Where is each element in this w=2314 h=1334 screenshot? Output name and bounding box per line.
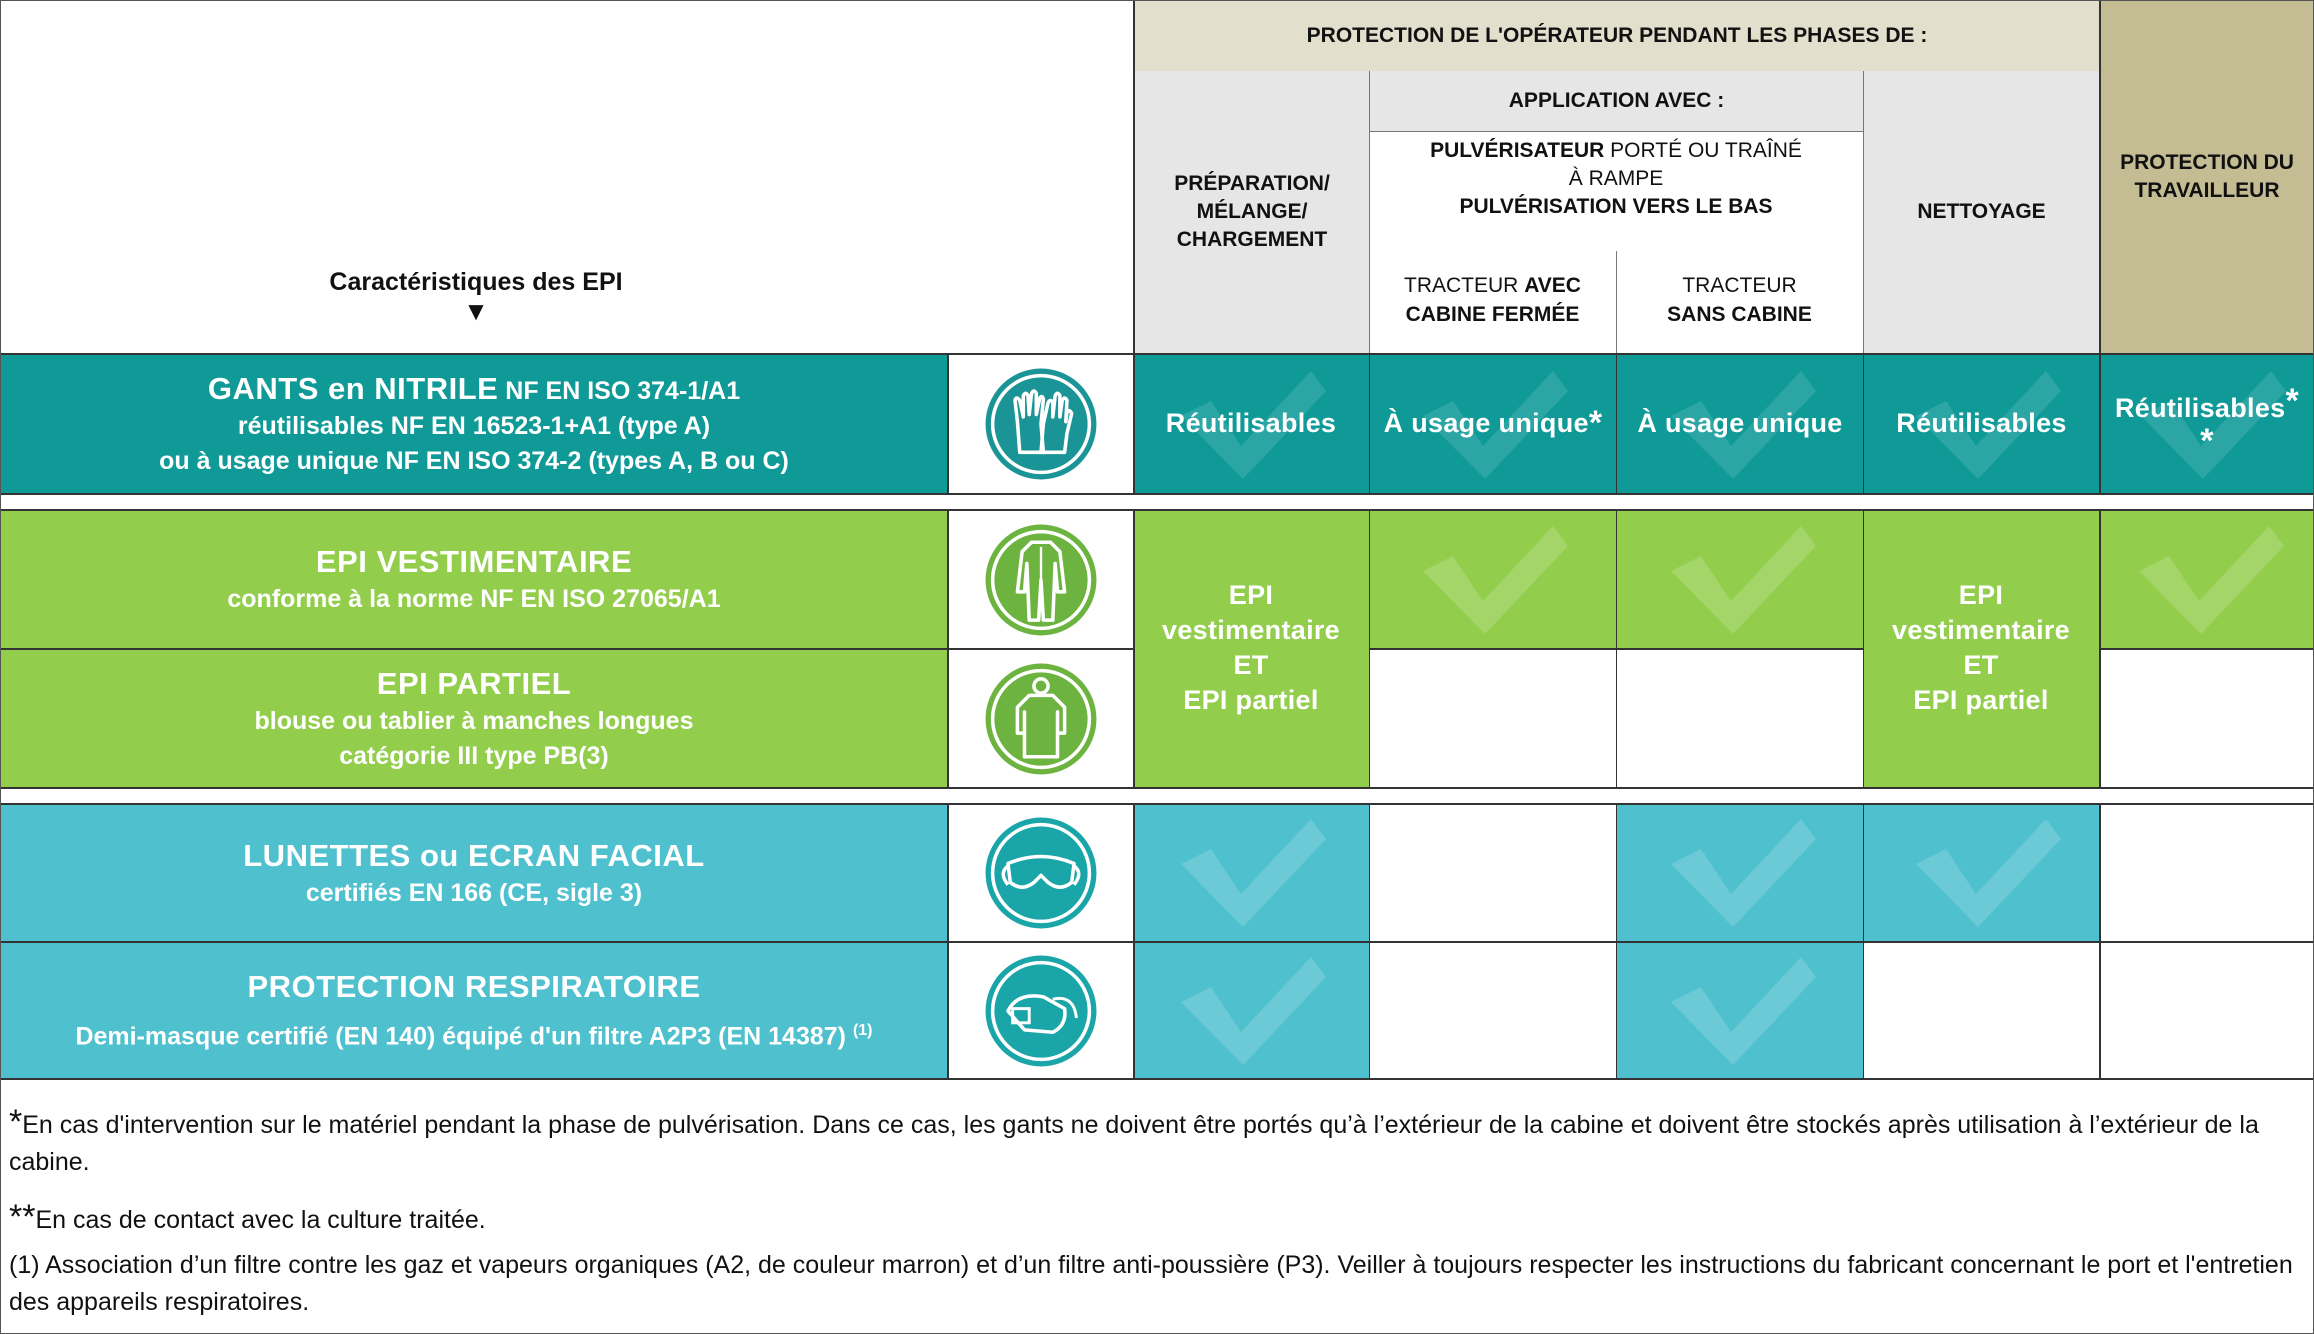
pulverisateur-bold: PULVÉRISATEUR bbox=[1430, 139, 1605, 162]
gants-preparation-text: Réutilisables bbox=[1165, 407, 1337, 438]
merged-epi-n3: ET bbox=[1963, 650, 1999, 680]
caracteristiques-text: Caractéristiques des EPI bbox=[329, 268, 623, 296]
gants-tracteur-sans-text: À usage unique bbox=[1637, 407, 1843, 438]
footnote-1-mark: * bbox=[9, 1103, 23, 1141]
footnote-3-text: (1) Association d’un filtre contre les gaz et vapeurs organiques (A2, de couleur marron) et d’un filtre anti-poussière (P3). Veiller à toujours respecter les instructions du fabricant concernant le port et l'entretien des appareils respiratoires. bbox=[9, 1251, 2293, 1316]
coverall-icon bbox=[982, 521, 1100, 639]
merged-epi-n1: EPI bbox=[1958, 580, 2004, 610]
footnote-2-text: En cas de contact avec la culture traitée. bbox=[35, 1206, 486, 1234]
separator-1 bbox=[1, 493, 2313, 509]
tracteur-avec-header bbox=[1369, 271, 1616, 329]
application-avec-text: APPLICATION AVEC : bbox=[1508, 89, 1725, 112]
check-icon bbox=[1906, 809, 2066, 934]
nettoyage-text: NETTOYAGE bbox=[1917, 200, 2046, 223]
gants-tracteur-avec-cell bbox=[1369, 353, 1616, 493]
gloves-icon-cell bbox=[947, 353, 1133, 493]
respiratoire-tracteur-avec bbox=[1369, 941, 1616, 1078]
tracteur-sans-2: SANS CABINE bbox=[1667, 303, 1812, 326]
check-icon bbox=[1171, 809, 1331, 934]
goggles-icon bbox=[982, 814, 1100, 932]
lunettes-title: LUNETTES ou ECRAN FACIAL bbox=[243, 837, 705, 873]
protection-travailleur-header bbox=[2099, 1, 2313, 353]
gloves-icon bbox=[982, 365, 1100, 483]
check-icon bbox=[1171, 947, 1331, 1072]
partiel-travailleur bbox=[2099, 648, 2313, 787]
lunettes-tracteur-avec bbox=[1369, 803, 1616, 941]
gants-travailleur-text: Réutilisables bbox=[2114, 392, 2286, 423]
vest-nettoyage-text bbox=[1863, 509, 2099, 787]
respirator-icon bbox=[982, 952, 1100, 1070]
respiratoire-line2: Demi-masque certifié (EN 140) équipé d'un filtre A2P3 (EN 14387) bbox=[75, 1022, 853, 1051]
gants-nettoyage-cell bbox=[1863, 353, 2099, 493]
vestimentaire-title: EPI VESTIMENTAIRE bbox=[315, 544, 633, 579]
goggles-icon-cell bbox=[947, 803, 1133, 941]
gants-tracteur-sans-cell bbox=[1616, 353, 1863, 493]
respiratoire-nettoyage bbox=[1863, 941, 2099, 1078]
merged-epi-1: EPI bbox=[1228, 580, 1274, 610]
main-title-text: PROTECTION DE L'OPÉRATEUR PENDANT LES PHASES DE : bbox=[1306, 24, 1928, 47]
partiel-tracteur-sans bbox=[1616, 648, 1863, 787]
tracteur-avec-1: TRACTEUR bbox=[1404, 274, 1525, 297]
down-arrow-icon: ▼ bbox=[463, 296, 489, 326]
gown-icon-cell bbox=[947, 648, 1133, 787]
gants-preparation-cell bbox=[1133, 353, 1369, 493]
respiratoire-travailleur bbox=[2099, 941, 2313, 1078]
gants-travailleur-mark1: * bbox=[2285, 381, 2299, 420]
gants-tracteur-avec-text: À usage unique bbox=[1383, 407, 1589, 438]
vestimentaire-label bbox=[1, 513, 947, 646]
table-bottom-border bbox=[1, 1078, 2313, 1080]
pulverisateur-text bbox=[1369, 137, 1863, 221]
gants-travailleur-mark2: * bbox=[2200, 421, 2214, 460]
main-title bbox=[1133, 1, 2099, 71]
merged-epi-n4: EPI partiel bbox=[1913, 685, 2049, 715]
lunettes-line2: certifiés EN 166 (CE, sigle 3) bbox=[305, 878, 643, 907]
merged-epi-4: EPI partiel bbox=[1183, 685, 1319, 715]
footnote-3 bbox=[9, 1247, 2299, 1321]
respirator-icon-cell bbox=[947, 941, 1133, 1078]
gants-line3: ou à usage unique NF EN ISO 374-2 (types A, B ou C) bbox=[159, 447, 789, 475]
gants-norm: NF EN ISO 374-1/A1 bbox=[498, 377, 741, 405]
gants-line2: réutilisables NF EN 16523-1+A1 (type A) bbox=[237, 412, 711, 440]
partiel-tracteur-avec bbox=[1369, 648, 1616, 787]
partiel-title: EPI PARTIEL bbox=[376, 665, 572, 701]
respiratoire-sup: (1) bbox=[852, 1021, 873, 1039]
check-icon bbox=[1661, 516, 1821, 641]
check-icon bbox=[1413, 516, 1573, 641]
pulverisation-bas: PULVÉRISATION VERS LE BAS bbox=[1459, 195, 1773, 218]
merged-epi-n2: vestimentaire bbox=[1892, 615, 2070, 645]
partiel-label bbox=[1, 652, 947, 785]
gants-travailleur-cell bbox=[2099, 353, 2313, 493]
separator-2 bbox=[1, 787, 2313, 803]
gown-icon bbox=[982, 660, 1100, 778]
check-icon bbox=[2129, 516, 2289, 641]
merged-epi-3: ET bbox=[1233, 650, 1269, 680]
respiratoire-title: PROTECTION RESPIRATOIRE bbox=[247, 968, 701, 1004]
prep-line1: PRÉPARATION/ bbox=[1174, 172, 1330, 195]
merged-epi-2: vestimentaire bbox=[1162, 615, 1340, 645]
lunettes-travailleur bbox=[2099, 803, 2313, 941]
gants-label bbox=[1, 357, 947, 491]
footnote-1 bbox=[9, 1104, 2299, 1181]
nettoyage-header bbox=[1863, 71, 2099, 353]
coverall-icon-cell bbox=[947, 509, 1133, 648]
tracteur-sans-1: TRACTEUR bbox=[1682, 274, 1797, 297]
pulverisateur-rest: PORTÉ OU TRAÎNÉ bbox=[1604, 139, 1802, 162]
footnote-2 bbox=[9, 1199, 2299, 1239]
tracteur-sans-header bbox=[1616, 271, 1863, 329]
check-icon bbox=[1661, 947, 1821, 1072]
prep-line2: MÉLANGE/ bbox=[1196, 200, 1308, 223]
check-icon bbox=[1661, 809, 1821, 934]
preparation-header bbox=[1133, 71, 1369, 353]
gants-title: GANTS en NITRILE bbox=[207, 371, 499, 406]
gants-tracteur-avec-mark: * bbox=[1588, 404, 1603, 442]
footnote-1-text: En cas d'intervention sur le matériel pendant la phase de pulvérisation. Dans ce cas, les gants ne doivent être portés qu’à l’extérieur de la cabine et doivent être stockés après utilisation à l’extérieur de la cabine. bbox=[9, 1111, 2259, 1176]
a-rampe: À RAMPE bbox=[1568, 167, 1664, 190]
respiratoire-label bbox=[1, 945, 947, 1076]
gants-nettoyage-text: Réutilisables bbox=[1896, 407, 2067, 438]
partiel-line2: blouse ou tablier à manches longues bbox=[254, 706, 694, 735]
footnote-2-mark: ** bbox=[9, 1198, 36, 1236]
caracteristiques-label bbox=[1, 257, 951, 337]
tracteur-avec-3: CABINE FERMÉE bbox=[1405, 303, 1580, 326]
tracteur-avec-2: AVEC bbox=[1524, 274, 1581, 297]
partiel-line3: catégorie III type PB(3) bbox=[339, 741, 609, 770]
lunettes-label bbox=[1, 807, 947, 939]
vest-preparation-text bbox=[1133, 509, 1369, 787]
prot-trav-line1: PROTECTION DU bbox=[2120, 151, 2294, 174]
application-avec-header bbox=[1369, 71, 1863, 131]
prot-trav-line2: TRAVAILLEUR bbox=[2134, 179, 2280, 202]
vestimentaire-line2: conforme à la norme NF EN ISO 27065/A1 bbox=[227, 585, 721, 613]
prep-line3: CHARGEMENT bbox=[1176, 228, 1328, 251]
